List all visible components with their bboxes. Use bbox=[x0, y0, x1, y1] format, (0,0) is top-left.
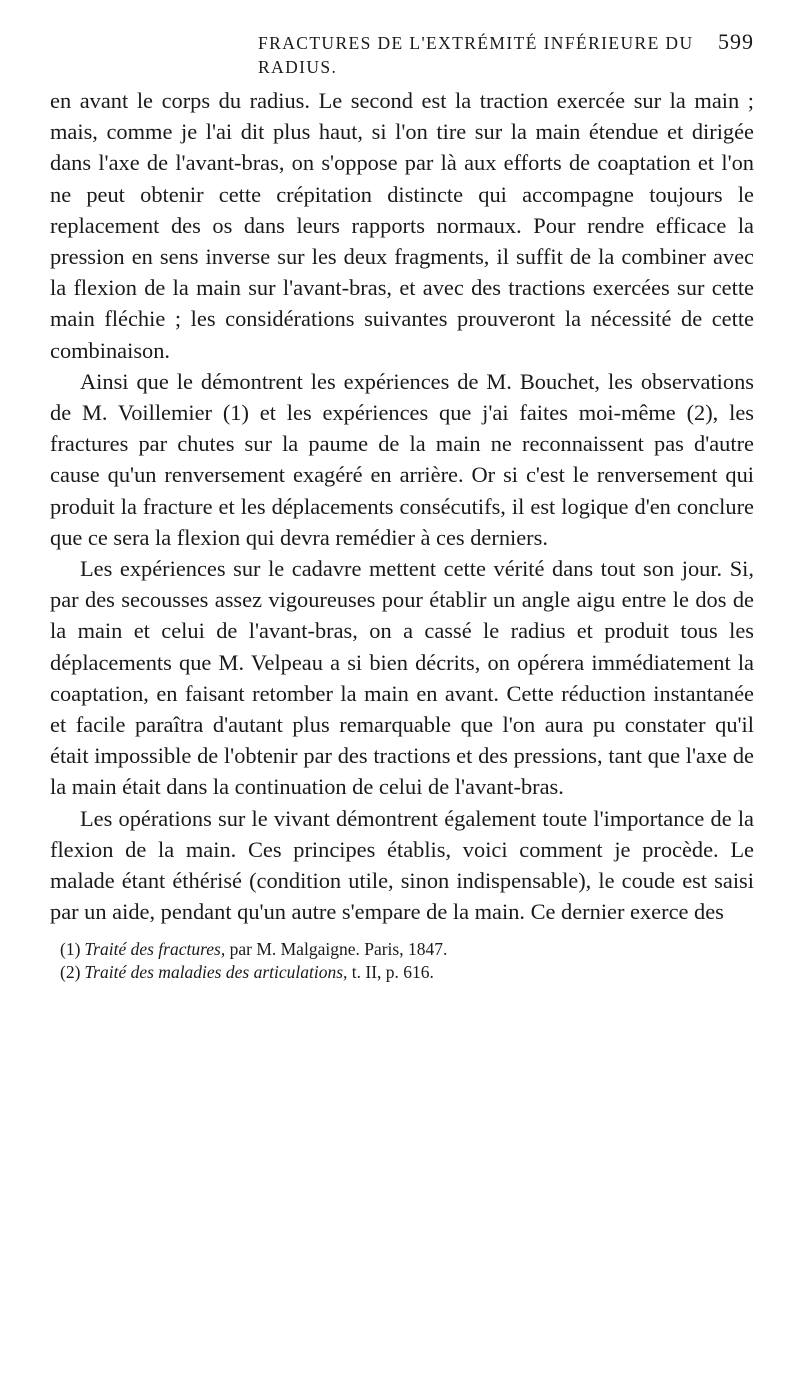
footnote-text: t. II, p. 616. bbox=[347, 962, 434, 983]
footnote-text: par M. Malgaigne. Paris, 1847. bbox=[225, 939, 448, 960]
paragraph: Les expériences sur le cadavre mettent cette vérité dans tout son jour. Si, par des secousses assez vigoureuses pour établir un angle aigu entre le dos de la main et celui de l'avant-bras, on a cassé le radius et produit tous les déplacements que M. Velpeau a si bien décrits, on opérera immédiatement la coaptation, en faisant retomber la main en avant. Cette réduction instantanée et facile paraîtra d'autant plus remarquable que l'on aura pu constater qu'il était impossible de l'obtenir par des tractions et des pressions, tant que l'axe de la main était dans la continuation de celui de l'avant-bras. bbox=[50, 556, 754, 800]
paragraph: Ainsi que le démontrent les expériences de M. Bouchet, les observations de M. Voillemier (1) et les expériences que j'ai faites moi-même (2), les fractures par chutes sur la paume de la main ne reconnaissent pas d'autre cause qu'un renversement exagéré en arrière. Or si c'est le renversement qui produit la fracture et les déplacements consécutifs, il est logique d'en conclure que ce sera la flexion qui devra remédier à ces derniers. bbox=[50, 368, 754, 550]
body-text bbox=[50, 85, 754, 927]
footnote-ref: (1) bbox=[60, 939, 81, 960]
running-head-title: FRACTURES DE L'EXTRÉMITÉ INFÉRIEURE DU RADIUS. bbox=[258, 33, 694, 77]
running-head bbox=[258, 30, 754, 79]
footnote-title: Traité des maladies des articulations, bbox=[84, 962, 348, 983]
paragraph: Les opérations sur le vivant démontrent également toute l'importance de la flexion de la main. Ces principes établis, voici comment je procède. Le malade étant éthérisé (condition utile, sinon indispensable), le coude est saisi par un aide, pendant qu'un autre s'empare de la main. Ce dernier exerce des bbox=[50, 805, 754, 925]
footnotes bbox=[50, 938, 754, 984]
paragraph-continued: en avant le corps du radius. Le second est la traction exercée sur la main ; mais, comme je l'ai dit plus haut, si l'on tire sur la main étendue et dirigée dans l'axe de l'avant-bras, on s'oppose par là aux efforts de coaptation et l'on ne peut obtenir cette crépitation distincte qui accompagne toujours le replacement des os dans leurs rapports normaux. Pour rendre efficace la pression en sens inverse sur les deux fragments, il suffit de la combiner avec la flexion de la main sur l'avant-bras, et avec des tractions exercées sur cette main fléchie ; les considérations suivantes prouveront la nécessité de cette combinaison. bbox=[50, 88, 754, 363]
footnote bbox=[60, 938, 754, 961]
footnote-ref: (2) bbox=[60, 962, 81, 983]
footnote bbox=[60, 961, 754, 984]
page-number: 599 bbox=[718, 29, 754, 54]
footnote-title: Traité des fractures, bbox=[84, 939, 226, 960]
